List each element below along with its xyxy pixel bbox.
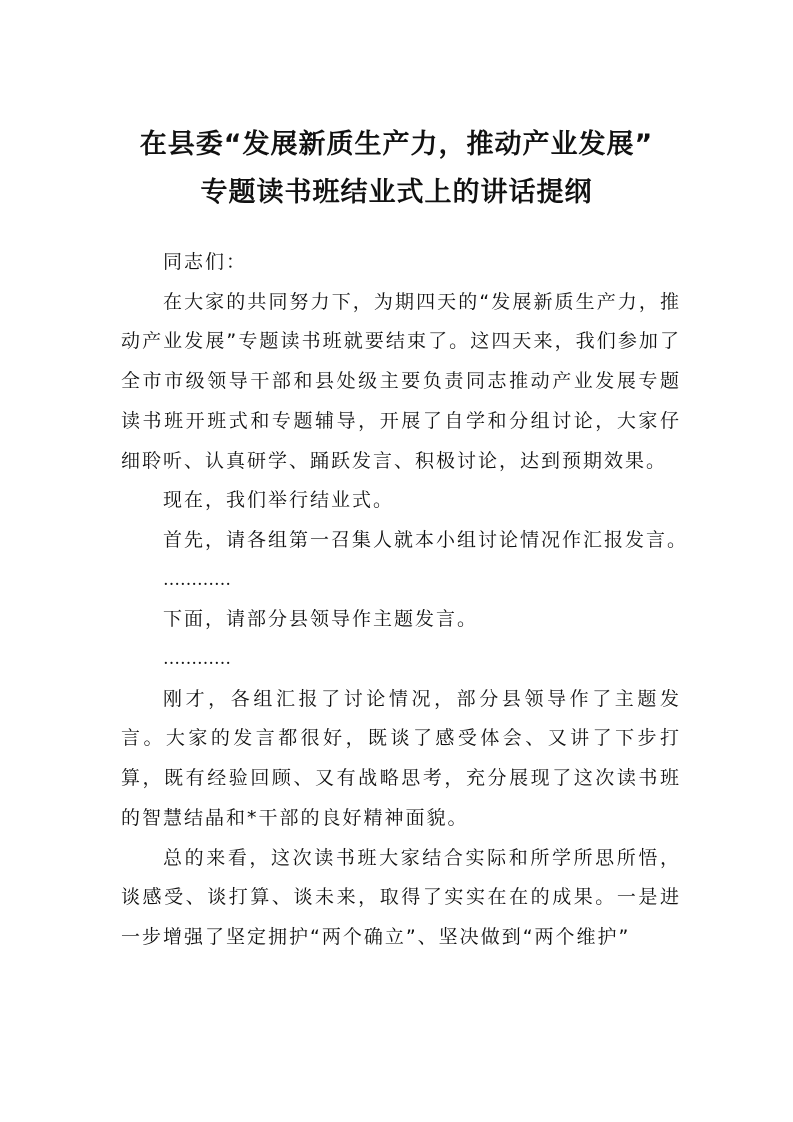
document-body <box>121 243 689 958</box>
group-report-paragraph: 首先，请各组第一召集人就本小组讨论情况作汇报发言。 <box>163 528 689 551</box>
document-title-line-2: 专题读书班结业式上的讲话提纲 <box>200 177 593 208</box>
summary-paragraph: 刚才，各组汇报了讨论情况，部分县领导作了主题发言。大家的发言都很好，既谈了感受体会、又讲了下步打算，既有经验回顾、又有战略思考，充分展现了这次读书班的智慧结晶和*干部的良好精神面貌。 <box>121 687 681 829</box>
document-title-line-1: 在县委“发展新质生产力，推动产业发展” <box>139 129 654 160</box>
salutation-paragraph: 同志们： <box>163 251 248 273</box>
overall-assessment-paragraph: 总的来看，这次读书班大家结合实际和所学所思所悟，谈感受、谈打算、谈未来，取得了实实在在的成果。一是进一步增强了坚定拥护“两个确立”、坚决做到“两个维护” <box>121 846 681 948</box>
ellipsis-separator: ………… <box>163 649 231 670</box>
ceremony-announcement-paragraph: 现在，我们举行结业式。 <box>163 489 395 512</box>
leader-speech-paragraph: 下面，请部分县领导作主题发言。 <box>163 608 479 631</box>
ellipsis-separator: ………… <box>163 569 231 590</box>
opening-paragraph: 在大家的共同努力下，为期四天的“发展新质生产力，推动产业发展”专题读书班就要结束了。这四天来，我们参加了全市市级领导干部和县处级主要负责同志推动产业发展专题读书班开班式和专题辅导，开展了自学和分组讨论，大家仔细聆听、认真研学、踊跃发言、积极讨论，达到预期效果。 <box>121 290 681 472</box>
